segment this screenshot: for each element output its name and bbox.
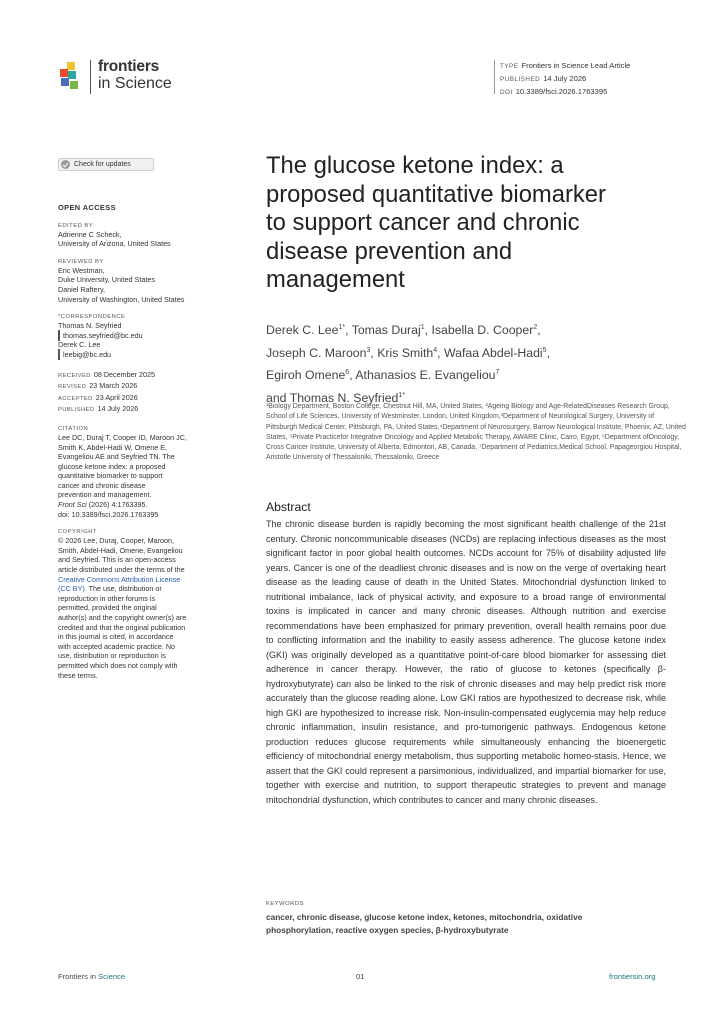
keywords-list bbox=[266, 911, 666, 936]
author-name: Egiroh Omene bbox=[266, 368, 346, 383]
copyright-line: use, distribution or reproduction is bbox=[58, 651, 166, 661]
reviewer-line: University of Washington, United States bbox=[58, 294, 185, 304]
affiliation-line: Diseases Research Group, School of Life Sciences, University of Westminster, London, United Kingdom, bbox=[266, 403, 670, 421]
copyright-line: article distributed under the terms of the bbox=[58, 565, 185, 575]
envelope-icon bbox=[58, 349, 60, 360]
check-updates-label: Check for updates bbox=[74, 160, 131, 168]
author-row bbox=[266, 363, 686, 386]
edited-by-list bbox=[58, 230, 238, 249]
author-name: , Wafaa Abdel-Hadi bbox=[437, 345, 543, 360]
copyright-text bbox=[58, 536, 238, 680]
frontiers-logo-icon bbox=[58, 62, 84, 92]
author-row bbox=[266, 318, 686, 341]
author-list bbox=[266, 318, 686, 409]
affiliation-line: ⁴Department of Neurosurgery, Barrow Neurological Institute, Phoenix, AZ, United States, ⁵Private Practice bbox=[266, 423, 686, 441]
article-title bbox=[266, 152, 686, 295]
reviewed-by-label: REVIEWED BY bbox=[58, 258, 104, 265]
author-name: Derek C. Lee bbox=[266, 323, 339, 338]
meta-type-value: Frontiers in Science Lead Article bbox=[521, 61, 631, 70]
frontiers-logo[interactable] bbox=[58, 58, 198, 100]
copyright-line: and Seyfried. This is an open-access bbox=[58, 555, 176, 565]
author-name: and Thomas N. Seyfried bbox=[266, 391, 399, 406]
reviewed-by-list bbox=[58, 266, 238, 304]
copyright-line: with accepted academic practice. No bbox=[58, 641, 176, 651]
author-affiliation-mark: 4 bbox=[433, 346, 438, 354]
date-value: 08 December 2025 bbox=[93, 369, 155, 379]
copyright-line: Smith, Abdel-Hadi, Omene, Evangeliou bbox=[58, 545, 183, 555]
reviewer-line: Eric Westman, bbox=[58, 265, 105, 275]
citation-line: glucose ketone index: a proposed bbox=[58, 461, 166, 471]
title-line: proposed quantitative biomarker bbox=[266, 180, 606, 208]
meta-published-key: PUBLISHED bbox=[500, 76, 541, 83]
envelope-icon bbox=[58, 330, 60, 341]
history-dates bbox=[58, 370, 238, 416]
citation-line: quantitative biomarker to support bbox=[58, 471, 163, 481]
author-affiliation-mark: 1* bbox=[398, 392, 405, 400]
citation-doi[interactable]: doi: 10.3389/fsci.2026.1763395 bbox=[58, 509, 159, 519]
author-name: Joseph C. Maroon bbox=[266, 345, 367, 360]
author-affiliation-mark: 1 bbox=[420, 324, 425, 331]
correspondent-email[interactable]: leebig@bc.edu bbox=[63, 349, 112, 359]
correspondent-email-row[interactable] bbox=[58, 331, 238, 341]
correspondent-name: Thomas N. Seyfried bbox=[58, 321, 122, 331]
citation-line: Evangeliou AE and Seyfried TN. The bbox=[58, 452, 175, 462]
footer-journal-b: Science bbox=[98, 972, 126, 981]
keywords-line: cancer, chronic disease, glucose ketone index, ketones, mitochondria, oxidative bbox=[266, 912, 583, 922]
affiliation-line: Oncology, Cross Cancer Institute, University of Alberta, Edmonton, AB, Canada, ⁷Department of Pediatrics, bbox=[266, 433, 680, 452]
logo-divider bbox=[90, 60, 91, 94]
edited-by-label: EDITED BY bbox=[58, 222, 94, 229]
affiliation-line: ³Department of Neurological Surgery, University of Pittsburgh Medical Center, Pittsburgh, PA, United States, bbox=[266, 413, 655, 431]
copyright-line: permitted, provided the original bbox=[58, 603, 157, 613]
correspondence-list bbox=[58, 321, 238, 359]
title-line: The glucose ketone index: a bbox=[266, 152, 564, 179]
license-link[interactable]: Creative Commons Attribution License bbox=[58, 574, 181, 584]
copyright-line: these terms. bbox=[58, 670, 98, 680]
date-key: ACCEPTED bbox=[58, 395, 93, 402]
footer-journal-a: Frontiers in bbox=[58, 972, 96, 981]
author-row bbox=[266, 341, 686, 364]
citation-line: cancer and chronic disease bbox=[58, 480, 146, 490]
author-affiliation-mark: 2 bbox=[533, 324, 538, 331]
title-line: to support cancer and chronic bbox=[266, 209, 580, 237]
meta-divider bbox=[494, 60, 495, 94]
keywords-label: KEYWORDS bbox=[266, 901, 304, 907]
logo-line-2: in Science bbox=[98, 75, 172, 92]
footer-site-link[interactable]: frontiersin.org bbox=[609, 972, 656, 981]
author-name: , bbox=[537, 323, 541, 338]
citation-line: prevention and management. bbox=[58, 490, 152, 500]
correspondent-email[interactable]: thomas.seyfried@bc.edu bbox=[63, 330, 143, 340]
citation-journal: Front Sci bbox=[58, 500, 87, 510]
affiliations bbox=[266, 402, 686, 464]
keywords-line: phosphorylation, reactive oxygen species, β-hydroxybutyrate bbox=[266, 924, 509, 935]
copyright-line: The use, distribution or bbox=[88, 584, 162, 594]
check-for-updates-button[interactable] bbox=[58, 158, 154, 171]
citation-line: Smith K, Abdel-Hadi W, Omene E, bbox=[58, 442, 168, 452]
reviewer-line: Duke University, United States bbox=[58, 275, 155, 285]
copyright-line: permitted which does not comply with bbox=[58, 660, 178, 670]
copyright-line: credited and that the original publication bbox=[58, 622, 186, 632]
citation-text bbox=[58, 433, 238, 519]
affiliation-line: Medical School, Papageorgiou Hospital, Aristotle University of Thessaloniki, Thessaloniki, Greece bbox=[266, 444, 682, 462]
title-line: disease prevention and bbox=[266, 237, 513, 265]
article-meta bbox=[500, 60, 630, 99]
citation-label: CITATION bbox=[58, 425, 89, 432]
citation-ref: (2026) 4:1763395. bbox=[88, 500, 148, 510]
author-name: , Athanasios E. Evangeliou bbox=[349, 368, 496, 383]
abstract-heading: Abstract bbox=[266, 500, 311, 514]
author-affiliation-mark: 7 bbox=[495, 369, 500, 377]
copyright-line: reproduction in other forums is bbox=[58, 593, 156, 603]
meta-type-key: TYPE bbox=[500, 63, 519, 70]
abstract-text: The chronic disease burden is rapidly becoming the most significant health challenge of the 21st century. Chronic noncommunicable diseases (NCDs) are replacing infectious diseases as the most significant factor in poor global health outcomes. NCDs account for 75% of disability adjusted life years. Cancer is one of the deadliest chronic diseases and is now on the verge of overtaking heart disease as the leading cause of death in the United States. Mitochondrial dysfunction linked to nutritional imbalance, lack of physical activity, and exposure to a broad range of environmental toxins is implicated in cancer and many chronic diseases. Although nutrition and exercise recommendations have been emphasized for primary prevention, overall health remains poor due to conflicting information and the inability to easily assess adherence. The glucose ketone index (GKI) was originally developed as a quantitative point-of-care blood biomarker for assessing diet adherence in cancer therapy. However, the ratio of glucose to ketones (specifically β-hydroxybutyrate) can also be linked to the risk of chronic diseases and may help predict risk more accurately than the glucose reading alone. Low GKI ratios are hypothesized to decrease risk, while high GKI are hypothesized to increase risk. Non-insulin-compensated euglycemia may help reduce chronic inflammation, insulin resistance, and pro-tumorigenic pathways. Endogenous ketone production reduces glucose requirements while simultaneously enhancing the bioenergetic efficiency of mitochondrial energy metabolism, thus supporting metabolic homeo-stasis. Hence, we assert that the GKI could represent a parsimonious, individualized, and impartial biomarker for use, together with exercise and nutrition, to support therapeutic strategies to prevent and manage mitochondrial dysfunction, which contributes to cancer and many chronic diseases. bbox=[266, 519, 666, 805]
sidebar bbox=[58, 158, 238, 680]
reviewer-line: Daniel Raftery, bbox=[58, 284, 106, 294]
date-key: REVISED bbox=[58, 384, 87, 391]
author-name: , Tomas Duraj bbox=[345, 323, 421, 338]
date-value: 14 July 2026 bbox=[97, 404, 139, 414]
correspondent-name: Derek C. Lee bbox=[58, 340, 101, 350]
author-name: , bbox=[546, 345, 550, 360]
editor-line: Adrienne C Scheck, bbox=[58, 229, 122, 239]
citation-line: Lee DC, Duraj T, Cooper ID, Maroon JC, bbox=[58, 432, 187, 442]
check-updates-icon bbox=[61, 160, 70, 169]
logo-line-1: frontiers bbox=[98, 58, 160, 75]
copyright-label: COPYRIGHT bbox=[58, 529, 97, 536]
logo-text bbox=[98, 58, 172, 92]
correspondence-label: *CORRESPONDENCE bbox=[58, 314, 126, 321]
date-value: 23 April 2026 bbox=[95, 392, 138, 402]
date-key: RECEIVED bbox=[58, 372, 91, 379]
author-name: , Isabella D. Cooper bbox=[424, 323, 534, 338]
footer-journal bbox=[58, 972, 125, 981]
author-affiliation-mark: 3 bbox=[366, 346, 371, 354]
meta-doi-key: DOI bbox=[500, 89, 513, 96]
date-value: 23 March 2026 bbox=[89, 381, 138, 391]
copyright-line: in this journal is cited, in accordance bbox=[58, 632, 174, 642]
affiliation-line: for Integrative Oncology and Applied Metabolic Therapy, AWARE Clinic, Cairo, Egypt, ⁶Department of bbox=[340, 433, 649, 441]
author-affiliation-mark: 5 bbox=[542, 346, 547, 354]
copyright-line: author(s) and the copyright owner(s) are bbox=[58, 613, 187, 622]
date-key: PUBLISHED bbox=[58, 407, 95, 414]
affiliation-line: ¹Biology Department, Boston College, Chestnut Hill, MA, United States, ²Ageing Biology and Age-Related bbox=[266, 403, 587, 410]
author-affiliation-mark: 1* bbox=[338, 324, 346, 331]
meta-published-value: 14 July 2026 bbox=[543, 74, 587, 83]
open-access-label: OPEN ACCESS bbox=[58, 203, 116, 212]
title-line: management bbox=[266, 266, 405, 294]
license-link-short[interactable]: (CC BY). bbox=[58, 584, 87, 594]
meta-doi-value[interactable]: 10.3389/fsci.2026.1763395 bbox=[515, 87, 608, 96]
author-name: , Kris Smith bbox=[370, 345, 434, 360]
page-number: 01 bbox=[356, 972, 365, 981]
copyright-line: © 2026 Lee, Duraj, Cooper, Maroon, bbox=[58, 536, 174, 546]
correspondent-email-row[interactable] bbox=[58, 350, 238, 360]
editor-line: University of Arizona, United States bbox=[58, 239, 171, 249]
author-affiliation-mark: 6 bbox=[345, 369, 350, 377]
